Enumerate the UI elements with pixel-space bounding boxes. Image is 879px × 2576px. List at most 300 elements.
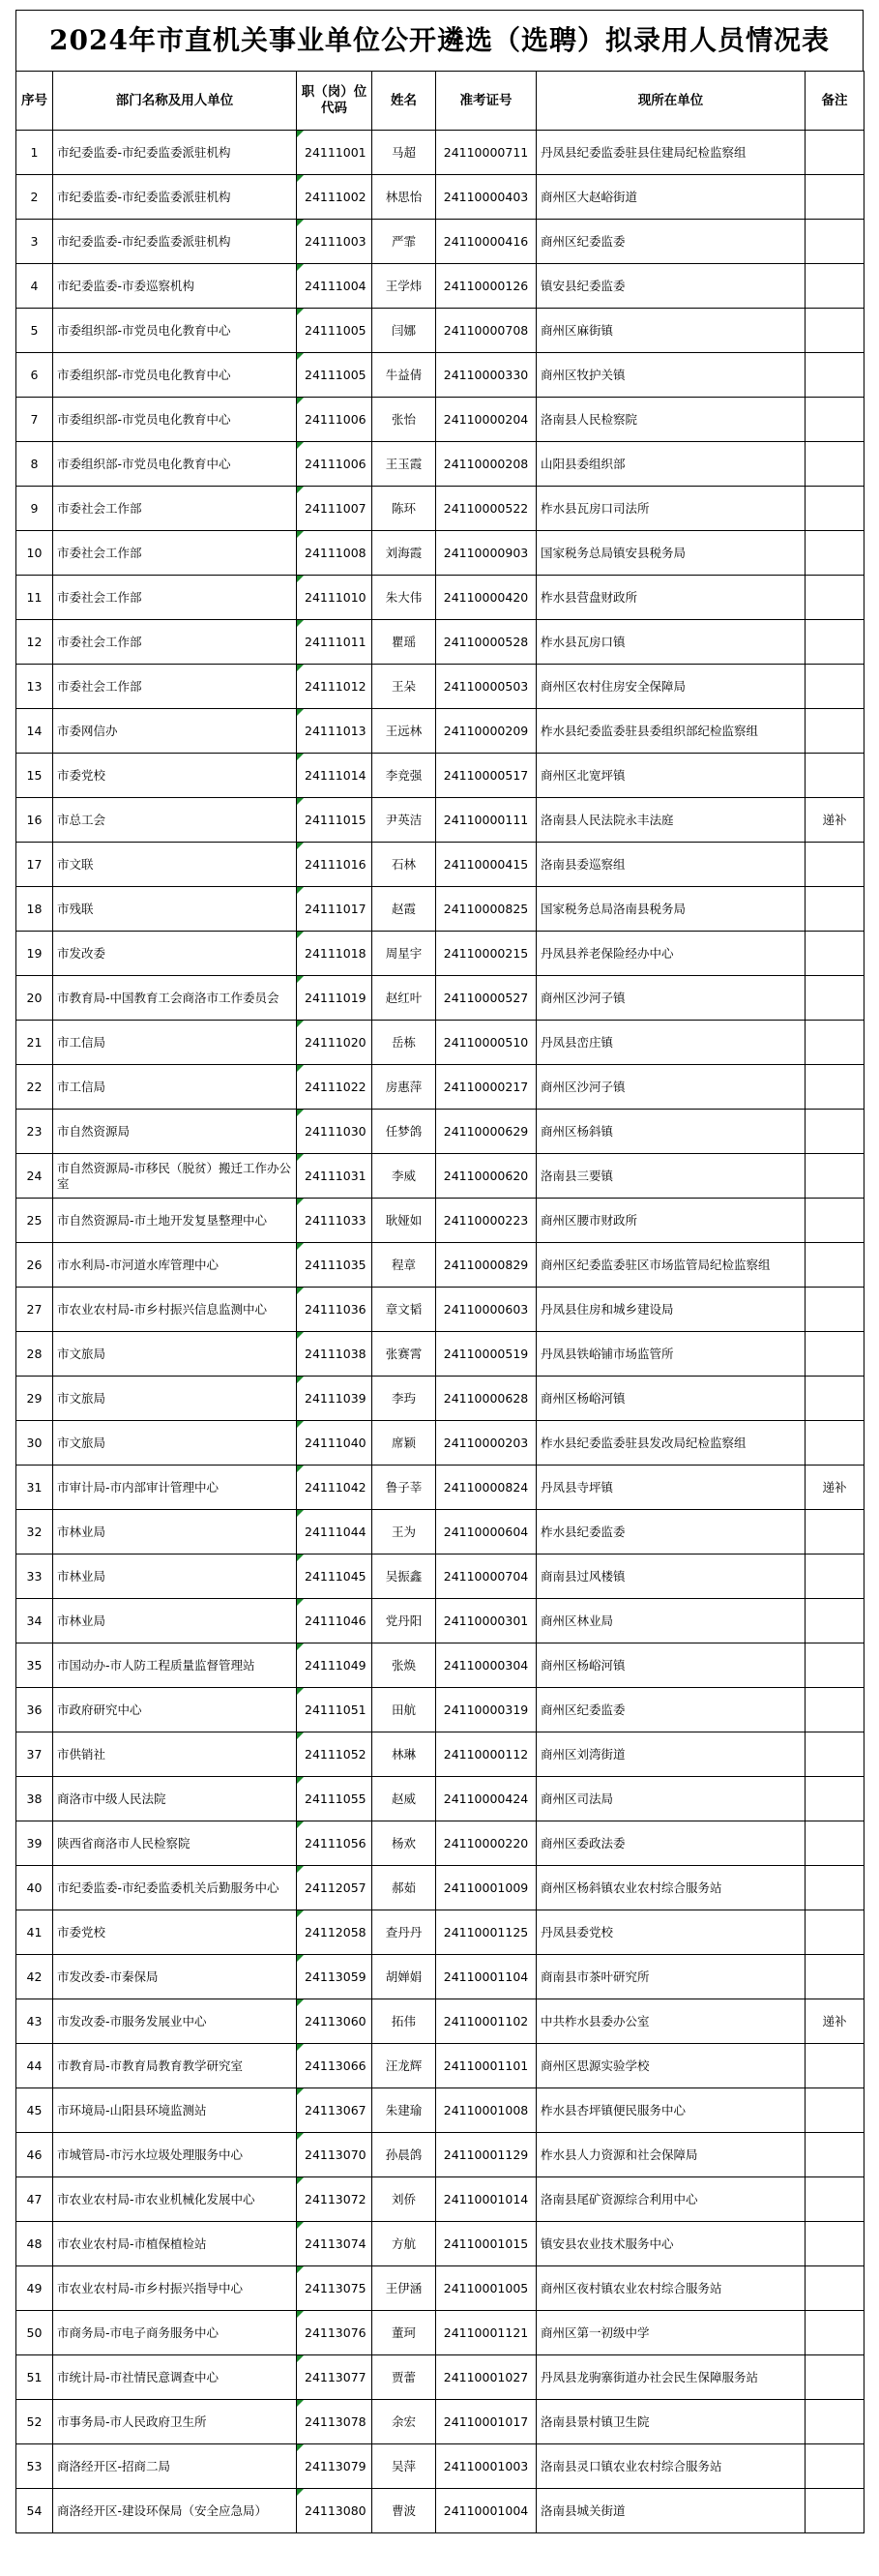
cell-current-unit: 商州区林业局 <box>537 1599 806 1643</box>
cell-department: 市林业局 <box>53 1599 297 1643</box>
table-row <box>16 1110 864 1154</box>
cell-note <box>806 1599 864 1643</box>
cell-department: 市农业农村局-市植保植检站 <box>53 2222 297 2266</box>
cell-department: 市商务局-市电子商务服务中心 <box>53 2311 297 2355</box>
table-row <box>16 2044 864 2088</box>
cell-current-unit: 商州区纪委监委驻区市场监管局纪检监察组 <box>537 1243 806 1288</box>
cell-current-unit: 洛南县尾矿资源综合利用中心 <box>537 2177 806 2222</box>
table-row <box>16 353 864 398</box>
cell-name: 汪龙辉 <box>372 2044 436 2088</box>
table-row <box>16 1688 864 1732</box>
cell-position-code: 24113080 <box>297 2489 372 2533</box>
cell-name: 郝茹 <box>372 1866 436 1910</box>
personnel-table <box>15 71 864 2533</box>
cell-position-code: 24111040 <box>297 1421 372 1466</box>
cell-index: 11 <box>16 576 53 620</box>
cell-department: 市委组织部-市党员电化教育中心 <box>53 353 297 398</box>
cell-index: 10 <box>16 531 53 576</box>
cell-note <box>806 1332 864 1377</box>
cell-department: 商洛市中级人民法院 <box>53 1777 297 1821</box>
cell-ticket-number: 24110001017 <box>436 2400 537 2444</box>
table-row <box>16 620 864 665</box>
table-row <box>16 709 864 754</box>
cell-department: 市纪委监委-市委巡察机构 <box>53 264 297 309</box>
cell-index: 8 <box>16 442 53 487</box>
cell-index: 24 <box>16 1154 53 1199</box>
cell-ticket-number: 24110001125 <box>436 1910 537 1955</box>
cell-ticket-number: 24110000528 <box>436 620 537 665</box>
cell-position-code: 24113076 <box>297 2311 372 2355</box>
cell-current-unit: 山阳县委组织部 <box>537 442 806 487</box>
cell-position-code: 24111020 <box>297 1021 372 1065</box>
cell-position-code: 24111030 <box>297 1110 372 1154</box>
cell-position-code: 24111008 <box>297 531 372 576</box>
table-row <box>16 1377 864 1421</box>
cell-department: 市纪委监委-市纪委监委派驻机构 <box>53 220 297 264</box>
cell-current-unit: 洛南县委巡察组 <box>537 843 806 887</box>
cell-current-unit: 商州区麻街镇 <box>537 309 806 353</box>
cell-index: 25 <box>16 1199 53 1243</box>
cell-index: 7 <box>16 398 53 442</box>
cell-name: 胡婵娟 <box>372 1955 436 1999</box>
cell-department: 市农业农村局-市农业机械化发展中心 <box>53 2177 297 2222</box>
cell-name: 石林 <box>372 843 436 887</box>
table-row <box>16 2088 864 2133</box>
cell-name: 张赛霄 <box>372 1332 436 1377</box>
cell-note <box>806 1732 864 1777</box>
cell-position-code: 24111033 <box>297 1199 372 1243</box>
cell-index: 5 <box>16 309 53 353</box>
cell-index: 15 <box>16 754 53 798</box>
cell-ticket-number: 24110000708 <box>436 309 537 353</box>
cell-position-code: 24111035 <box>297 1243 372 1288</box>
table-row <box>16 1199 864 1243</box>
cell-note <box>806 1288 864 1332</box>
table-row <box>16 798 864 843</box>
cell-ticket-number: 24110001015 <box>436 2222 537 2266</box>
cell-index: 45 <box>16 2088 53 2133</box>
cell-department: 市委组织部-市党员电化教育中心 <box>53 309 297 353</box>
cell-name: 李玙 <box>372 1377 436 1421</box>
cell-position-code: 24111017 <box>297 887 372 932</box>
cell-index: 49 <box>16 2266 53 2311</box>
cell-position-code: 24111005 <box>297 309 372 353</box>
table-row <box>16 976 864 1021</box>
cell-note <box>806 353 864 398</box>
cell-note <box>806 1243 864 1288</box>
cell-name: 王朵 <box>372 665 436 709</box>
cell-index: 9 <box>16 487 53 531</box>
cell-position-code: 24111045 <box>297 1554 372 1599</box>
cell-name: 李竞强 <box>372 754 436 798</box>
cell-department: 市城管局-市污水垃圾处理服务中心 <box>53 2133 297 2177</box>
cell-index: 17 <box>16 843 53 887</box>
cell-ticket-number: 24110001005 <box>436 2266 537 2311</box>
cell-position-code: 24111006 <box>297 442 372 487</box>
table-row <box>16 665 864 709</box>
cell-name: 朱大伟 <box>372 576 436 620</box>
cell-position-code: 24111018 <box>297 932 372 976</box>
cell-note <box>806 1065 864 1110</box>
cell-current-unit: 柞水县瓦房口司法所 <box>537 487 806 531</box>
cell-current-unit: 丹凤县纪委监委驻县住建局纪检监察组 <box>537 131 806 175</box>
cell-department: 市委网信办 <box>53 709 297 754</box>
cell-note <box>806 1154 864 1199</box>
cell-position-code: 24111036 <box>297 1288 372 1332</box>
cell-name: 马超 <box>372 131 436 175</box>
cell-current-unit: 商州区牧护关镇 <box>537 353 806 398</box>
cell-current-unit: 商州区第一初级中学 <box>537 2311 806 2355</box>
cell-position-code: 24111014 <box>297 754 372 798</box>
cell-ticket-number: 24110000217 <box>436 1065 537 1110</box>
cell-department: 市工信局 <box>53 1065 297 1110</box>
cell-name: 王学炜 <box>372 264 436 309</box>
cell-index: 18 <box>16 887 53 932</box>
cell-current-unit: 商州区刘湾街道 <box>537 1732 806 1777</box>
cell-position-code: 24113059 <box>297 1955 372 1999</box>
table-row <box>16 2177 864 2222</box>
table-row <box>16 2311 864 2355</box>
cell-index: 36 <box>16 1688 53 1732</box>
cell-ticket-number: 24110000629 <box>436 1110 537 1154</box>
cell-index: 2 <box>16 175 53 220</box>
cell-current-unit: 商州区大赵峪街道 <box>537 175 806 220</box>
cell-position-code: 24111004 <box>297 264 372 309</box>
cell-position-code: 24111056 <box>297 1821 372 1866</box>
cell-note <box>806 1688 864 1732</box>
cell-note <box>806 220 864 264</box>
cell-position-code: 24113078 <box>297 2400 372 2444</box>
cell-note <box>806 442 864 487</box>
cell-department: 市农业农村局-市乡村振兴信息监测中心 <box>53 1288 297 1332</box>
cell-name: 周星宇 <box>372 932 436 976</box>
cell-ticket-number: 24110000620 <box>436 1154 537 1199</box>
cell-name: 王玉霞 <box>372 442 436 487</box>
cell-current-unit: 国家税务总局洛南县税务局 <box>537 887 806 932</box>
cell-department: 市委社会工作部 <box>53 487 297 531</box>
cell-name: 鲁子莘 <box>372 1466 436 1510</box>
table-row <box>16 2355 864 2400</box>
cell-ticket-number: 24110000829 <box>436 1243 537 1288</box>
cell-department: 市文联 <box>53 843 297 887</box>
cell-name: 任梦鸽 <box>372 1110 436 1154</box>
cell-ticket-number: 24110000603 <box>436 1288 537 1332</box>
cell-name: 李威 <box>372 1154 436 1199</box>
cell-position-code: 24111012 <box>297 665 372 709</box>
table-row <box>16 1332 864 1377</box>
cell-position-code: 24113074 <box>297 2222 372 2266</box>
cell-current-unit: 商州区夜村镇农业农村综合服务站 <box>537 2266 806 2311</box>
cell-position-code: 24111042 <box>297 1466 372 1510</box>
cell-index: 37 <box>16 1732 53 1777</box>
header-ticket-number: 准考证号 <box>436 72 537 131</box>
cell-name: 董珂 <box>372 2311 436 2355</box>
cell-note <box>806 1777 864 1821</box>
cell-index: 51 <box>16 2355 53 2400</box>
cell-index: 4 <box>16 264 53 309</box>
cell-ticket-number: 24110000604 <box>436 1510 537 1554</box>
cell-department: 市自然资源局-市土地开发复垦整理中心 <box>53 1199 297 1243</box>
cell-note <box>806 754 864 798</box>
cell-position-code: 24112058 <box>297 1910 372 1955</box>
cell-department: 市纪委监委-市纪委监委派驻机构 <box>53 131 297 175</box>
cell-position-code: 24111055 <box>297 1777 372 1821</box>
cell-department: 市工信局 <box>53 1021 297 1065</box>
cell-index: 12 <box>16 620 53 665</box>
cell-department: 市委组织部-市党员电化教育中心 <box>53 442 297 487</box>
cell-name: 吴萍 <box>372 2444 436 2489</box>
cell-department: 商洛经开区-招商二局 <box>53 2444 297 2489</box>
cell-department: 市政府研究中心 <box>53 1688 297 1732</box>
cell-index: 23 <box>16 1110 53 1154</box>
cell-position-code: 24113060 <box>297 1999 372 2044</box>
cell-index: 28 <box>16 1332 53 1377</box>
cell-position-code: 24113075 <box>297 2266 372 2311</box>
cell-index: 48 <box>16 2222 53 2266</box>
cell-position-code: 24111005 <box>297 353 372 398</box>
table-row <box>16 1021 864 1065</box>
cell-note <box>806 709 864 754</box>
cell-department: 市总工会 <box>53 798 297 843</box>
cell-name: 拓伟 <box>372 1999 436 2044</box>
cell-current-unit: 柞水县纪委监委驻县发改局纪检监察组 <box>537 1421 806 1466</box>
cell-current-unit: 丹凤县峦庄镇 <box>537 1021 806 1065</box>
cell-ticket-number: 24110001003 <box>436 2444 537 2489</box>
cell-note <box>806 1821 864 1866</box>
table-row <box>16 1065 864 1110</box>
cell-index: 40 <box>16 1866 53 1910</box>
cell-index: 13 <box>16 665 53 709</box>
cell-name: 章文韬 <box>372 1288 436 1332</box>
cell-current-unit: 镇安县纪委监委 <box>537 264 806 309</box>
cell-name: 孙晨鸽 <box>372 2133 436 2177</box>
cell-note <box>806 2311 864 2355</box>
cell-name: 方航 <box>372 2222 436 2266</box>
cell-note <box>806 309 864 353</box>
cell-index: 50 <box>16 2311 53 2355</box>
cell-department: 市供销社 <box>53 1732 297 1777</box>
table-row <box>16 1999 864 2044</box>
cell-current-unit: 丹凤县养老保险经办中心 <box>537 932 806 976</box>
cell-department: 市委党校 <box>53 754 297 798</box>
cell-position-code: 24113077 <box>297 2355 372 2400</box>
header-index: 序号 <box>16 72 53 131</box>
cell-current-unit: 商州区司法局 <box>537 1777 806 1821</box>
cell-current-unit: 商州区北宽坪镇 <box>537 754 806 798</box>
cell-department: 市林业局 <box>53 1510 297 1554</box>
cell-name: 牛益倩 <box>372 353 436 398</box>
cell-ticket-number: 24110001027 <box>436 2355 537 2400</box>
cell-ticket-number: 24110000527 <box>436 976 537 1021</box>
cell-name: 赵霞 <box>372 887 436 932</box>
cell-department: 市教育局-市教育局教育教学研究室 <box>53 2044 297 2088</box>
cell-ticket-number: 24110000704 <box>436 1554 537 1599</box>
cell-name: 赵威 <box>372 1777 436 1821</box>
table-row <box>16 1643 864 1688</box>
cell-current-unit: 洛南县人民法院永丰法庭 <box>537 798 806 843</box>
cell-ticket-number: 24110000416 <box>436 220 537 264</box>
cell-ticket-number: 24110001004 <box>436 2489 537 2533</box>
cell-current-unit: 商州区杨峪河镇 <box>537 1377 806 1421</box>
cell-department: 市事务局-市人民政府卫生所 <box>53 2400 297 2444</box>
cell-note <box>806 2266 864 2311</box>
cell-department: 陕西省商洛市人民检察院 <box>53 1821 297 1866</box>
cell-note <box>806 976 864 1021</box>
cell-name: 贾蕾 <box>372 2355 436 2400</box>
cell-note <box>806 1643 864 1688</box>
cell-note <box>806 2088 864 2133</box>
cell-ticket-number: 24110001009 <box>436 1866 537 1910</box>
cell-ticket-number: 24110000204 <box>436 398 537 442</box>
cell-note <box>806 2133 864 2177</box>
cell-ticket-number: 24110000517 <box>436 754 537 798</box>
table-row <box>16 1510 864 1554</box>
table-row <box>16 2266 864 2311</box>
cell-note: 递补 <box>806 798 864 843</box>
table-row <box>16 1599 864 1643</box>
cell-note <box>806 576 864 620</box>
cell-index: 29 <box>16 1377 53 1421</box>
table-row <box>16 887 864 932</box>
cell-ticket-number: 24110000203 <box>436 1421 537 1466</box>
cell-index: 19 <box>16 932 53 976</box>
cell-position-code: 24113070 <box>297 2133 372 2177</box>
cell-current-unit: 商州区杨斜镇农业农村综合服务站 <box>537 1866 806 1910</box>
cell-index: 33 <box>16 1554 53 1599</box>
cell-department: 市委社会工作部 <box>53 620 297 665</box>
cell-ticket-number: 24110000403 <box>436 175 537 220</box>
cell-ticket-number: 24110001101 <box>436 2044 537 2088</box>
table-row <box>16 442 864 487</box>
cell-index: 26 <box>16 1243 53 1288</box>
table-row <box>16 131 864 175</box>
cell-current-unit: 丹凤县铁峪铺市场监管所 <box>537 1332 806 1377</box>
cell-current-unit: 柞水县瓦房口镇 <box>537 620 806 665</box>
cell-note <box>806 1554 864 1599</box>
document-title: 2024年市直机关事业单位公开遴选（选聘）拟录用人员情况表 <box>15 10 864 71</box>
cell-index: 53 <box>16 2444 53 2489</box>
cell-position-code: 24111052 <box>297 1732 372 1777</box>
cell-name: 赵红叶 <box>372 976 436 1021</box>
cell-ticket-number: 24110000208 <box>436 442 537 487</box>
cell-ticket-number: 24110001008 <box>436 2088 537 2133</box>
table-row <box>16 1777 864 1821</box>
cell-position-code: 24113072 <box>297 2177 372 2222</box>
cell-current-unit: 丹凤县龙驹寨街道办社会民生保障服务站 <box>537 2355 806 2400</box>
cell-index: 21 <box>16 1021 53 1065</box>
cell-ticket-number: 24110001104 <box>436 1955 537 1999</box>
cell-ticket-number: 24110000330 <box>436 353 537 398</box>
table-row <box>16 1466 864 1510</box>
cell-note <box>806 2044 864 2088</box>
cell-ticket-number: 24110000215 <box>436 932 537 976</box>
cell-ticket-number: 24110000420 <box>436 576 537 620</box>
cell-current-unit: 商州区沙河子镇 <box>537 1065 806 1110</box>
cell-ticket-number: 24110000301 <box>436 1599 537 1643</box>
cell-position-code: 24111022 <box>297 1065 372 1110</box>
cell-department: 市环境局-山阳县环境监测站 <box>53 2088 297 2133</box>
cell-note <box>806 398 864 442</box>
cell-current-unit: 商州区农村住房安全保障局 <box>537 665 806 709</box>
cell-index: 30 <box>16 1421 53 1466</box>
cell-name: 严霏 <box>372 220 436 264</box>
cell-name: 王为 <box>372 1510 436 1554</box>
cell-ticket-number: 24110000223 <box>436 1199 537 1243</box>
table-row <box>16 932 864 976</box>
cell-note <box>806 665 864 709</box>
cell-note <box>806 1110 864 1154</box>
cell-position-code: 24111046 <box>297 1599 372 1643</box>
cell-position-code: 24111049 <box>297 1643 372 1688</box>
cell-ticket-number: 24110000510 <box>436 1021 537 1065</box>
cell-index: 16 <box>16 798 53 843</box>
cell-current-unit: 柞水县人力资源和社会保障局 <box>537 2133 806 2177</box>
table-row <box>16 843 864 887</box>
cell-ticket-number: 24110000209 <box>436 709 537 754</box>
table-row <box>16 1243 864 1288</box>
cell-ticket-number: 24110001129 <box>436 2133 537 2177</box>
table-row <box>16 1821 864 1866</box>
cell-ticket-number: 24110001014 <box>436 2177 537 2222</box>
cell-ticket-number: 24110000522 <box>436 487 537 531</box>
cell-name: 耿娅如 <box>372 1199 436 1243</box>
cell-note <box>806 932 864 976</box>
cell-name: 林思怡 <box>372 175 436 220</box>
cell-position-code: 24113066 <box>297 2044 372 2088</box>
cell-ticket-number: 24110000519 <box>436 1332 537 1377</box>
table-row <box>16 1866 864 1910</box>
cell-index: 32 <box>16 1510 53 1554</box>
cell-index: 27 <box>16 1288 53 1332</box>
cell-name: 杨欢 <box>372 1821 436 1866</box>
header-note: 备注 <box>806 72 864 131</box>
cell-name: 林琳 <box>372 1732 436 1777</box>
cell-position-code: 24111003 <box>297 220 372 264</box>
cell-current-unit: 商州区委政法委 <box>537 1821 806 1866</box>
cell-department: 市统计局-市社情民意调查中心 <box>53 2355 297 2400</box>
table-row <box>16 1288 864 1332</box>
cell-note <box>806 487 864 531</box>
cell-position-code: 24113067 <box>297 2088 372 2133</box>
cell-ticket-number: 24110000319 <box>436 1688 537 1732</box>
header-name: 姓名 <box>372 72 436 131</box>
cell-index: 3 <box>16 220 53 264</box>
table-row <box>16 175 864 220</box>
cell-department: 市文旅局 <box>53 1421 297 1466</box>
cell-name: 刘侨 <box>372 2177 436 2222</box>
cell-name: 闫娜 <box>372 309 436 353</box>
cell-note <box>806 620 864 665</box>
cell-note <box>806 531 864 576</box>
cell-name: 程章 <box>372 1243 436 1288</box>
cell-department: 市发改委 <box>53 932 297 976</box>
cell-note <box>806 2222 864 2266</box>
cell-name: 席颖 <box>372 1421 436 1466</box>
cell-index: 46 <box>16 2133 53 2177</box>
cell-index: 14 <box>16 709 53 754</box>
cell-current-unit: 洛南县人民检察院 <box>537 398 806 442</box>
cell-name: 曹波 <box>372 2489 436 2533</box>
cell-department: 商洛经开区-建设环保局（安全应急局） <box>53 2489 297 2533</box>
cell-note <box>806 1199 864 1243</box>
cell-note <box>806 887 864 932</box>
cell-name: 查丹丹 <box>372 1910 436 1955</box>
cell-note <box>806 1866 864 1910</box>
cell-index: 52 <box>16 2400 53 2444</box>
cell-name: 房惠萍 <box>372 1065 436 1110</box>
cell-current-unit: 商州区纪委监委 <box>537 1688 806 1732</box>
table-row <box>16 1955 864 1999</box>
